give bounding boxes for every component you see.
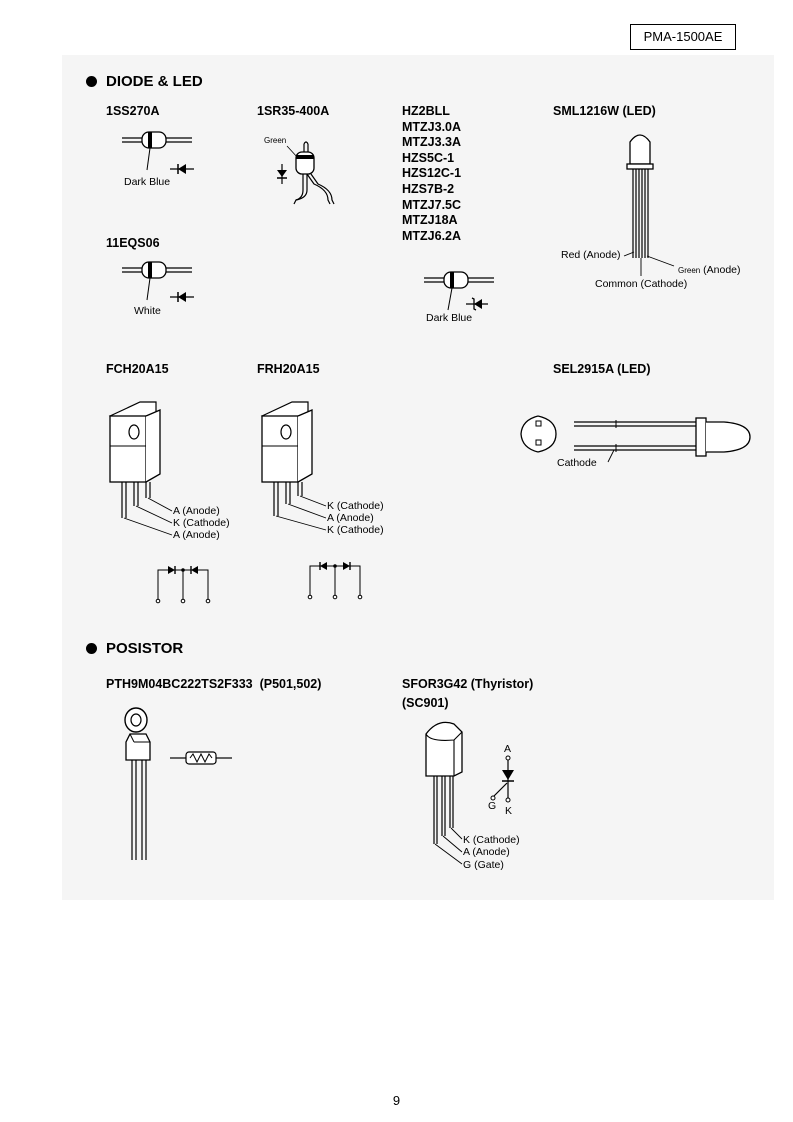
led-sml1216w-drawing <box>620 130 680 270</box>
diode-symbol-icon <box>170 162 196 176</box>
model-number-box: PMA-1500AE <box>630 24 736 50</box>
label-dark-blue-1: Dark Blue <box>124 176 171 188</box>
label-common-cathode: Common (Cathode) <box>595 278 688 290</box>
frh20a15-package-drawing <box>256 398 336 544</box>
led-sel2915a-drawing <box>516 410 756 472</box>
zener-part: MTZJ6.2A <box>402 228 462 243</box>
bullet-icon <box>86 76 97 87</box>
zener-part: MTZJ3.0A <box>402 119 462 134</box>
fch20a15-package-drawing <box>104 398 184 544</box>
thyristor-pin-k: K (Cathode) <box>463 834 520 846</box>
part-fch20a15: FCH20A15 <box>106 362 169 376</box>
label-green-prefix: Green <box>678 266 701 275</box>
part-sml1216w: SML1216W (LED) <box>553 104 656 118</box>
page-number: 9 <box>392 1093 401 1108</box>
zener-part: MTZJ3.3A <box>402 135 462 150</box>
section-title-diode-led <box>86 73 203 90</box>
thyristor-pin-a: A (Anode) <box>463 846 510 858</box>
zener-part: MTZJ18A <box>402 213 458 228</box>
label-green-anode <box>678 264 741 276</box>
fch-pin-3: A (Anode) <box>173 529 220 541</box>
frh-pin-1: K (Cathode) <box>327 500 384 512</box>
label-cathode-led: Cathode <box>557 457 597 469</box>
thyristor-symbol-icon <box>486 754 522 804</box>
zener-part: HZS12C-1 <box>402 166 462 181</box>
posistor-symbol-icon <box>170 748 234 768</box>
thyristor-symbol-g: G <box>488 800 497 812</box>
section-posistor-label: POSISTOR <box>106 640 184 657</box>
posistor-drawing <box>118 700 178 866</box>
label-green-suffix: (Anode) <box>703 264 741 276</box>
section-diode-led-label: DIODE & LED <box>106 73 203 90</box>
frh-pin-2: A (Anode) <box>327 512 374 524</box>
zener-symbol-icon <box>466 296 490 312</box>
part-pth9m04 <box>106 677 321 691</box>
label-white: White <box>134 305 161 317</box>
zener-part: HZS7B-2 <box>402 181 455 196</box>
part-frh20a15: FRH20A15 <box>257 362 320 376</box>
zener-part-list <box>402 104 461 244</box>
thyristor-symbol-a: A <box>504 743 512 755</box>
section-title-posistor <box>86 640 183 657</box>
fch20a15-schematic <box>150 562 216 606</box>
zener-part: HZ2BLL <box>402 104 450 118</box>
label-dark-blue-2: Dark Blue <box>426 312 473 324</box>
frh-pin-3: K (Cathode) <box>327 524 384 536</box>
fch-pin-2: K (Cathode) <box>173 517 230 529</box>
diode-symbol-icon <box>170 290 196 304</box>
part-sfor3g42-ref: (SC901) <box>402 696 449 710</box>
bullet-icon <box>86 643 97 654</box>
thyristor-pin-g: G (Gate) <box>463 859 504 871</box>
part-11eqs06: 11EQS06 <box>106 236 160 250</box>
thyristor-symbol-k: K <box>505 805 513 817</box>
diode-symbol-vertical-icon <box>275 164 289 184</box>
label-green-band: Green <box>264 136 287 145</box>
fch-pin-1: A (Anode) <box>173 505 220 517</box>
zener-part: HZS5C-1 <box>402 150 455 165</box>
frh20a15-schematic <box>302 558 368 602</box>
pth9m04-name: PTH9M04BC222TS2F333 <box>106 677 253 691</box>
zener-part: MTZJ7.5C <box>402 197 462 212</box>
label-red-anode: Red (Anode) <box>561 249 621 261</box>
part-1sr35-400a: 1SR35-400A <box>257 104 330 118</box>
part-sfor3g42: SFOR3G42 (Thyristor) <box>402 677 534 691</box>
pth9m04-ref: (P501,502) <box>259 677 322 691</box>
part-sel2915a: SEL2915A (LED) <box>553 362 651 376</box>
part-1ss270a: 1SS270A <box>106 104 160 118</box>
